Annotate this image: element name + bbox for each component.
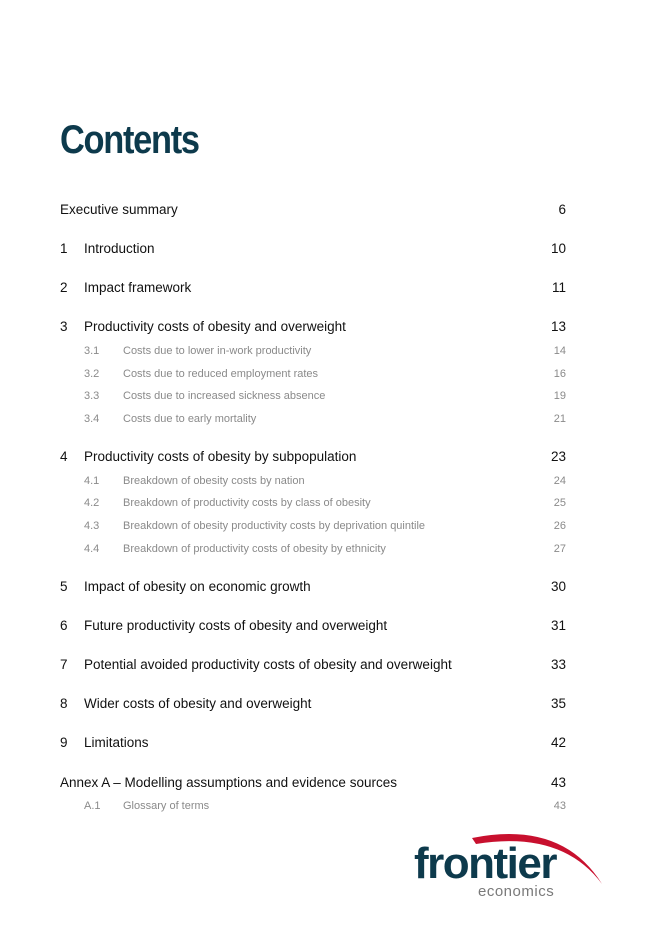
toc-subentry[interactable] xyxy=(60,345,566,365)
toc-entry-number: 8 xyxy=(60,696,68,711)
toc-subentry-page: 43 xyxy=(553,800,566,812)
toc-entry-page: 11 xyxy=(551,280,566,295)
page-title: Contents xyxy=(60,118,199,162)
toc-entry-label: Wider costs of obesity and overweight xyxy=(84,696,312,711)
toc-subentry-page: 19 xyxy=(553,390,566,402)
toc-subentry-label: Breakdown of obesity productivity costs by deprivation quintile xyxy=(123,520,426,532)
toc-subentry-label: Breakdown of productivity costs by class of obesity xyxy=(123,497,371,509)
toc-entry[interactable] xyxy=(60,775,566,795)
toc-entry-page: 35 xyxy=(550,696,566,711)
toc-entry-label: Introduction xyxy=(84,241,155,256)
toc-entry-number: 3 xyxy=(60,319,68,334)
toc-subentry-label: Costs due to reduced employment rates xyxy=(123,368,319,380)
toc-subentry-number: 3.2 xyxy=(84,368,100,380)
toc-entry[interactable] xyxy=(60,280,566,300)
toc-entry-number: 1 xyxy=(60,241,68,256)
toc-subentry-label: Breakdown of obesity costs by nation xyxy=(123,475,305,487)
toc-subentry-page: 26 xyxy=(553,520,566,532)
toc-subentry[interactable] xyxy=(60,390,566,410)
toc-subentry-number: 4.2 xyxy=(84,497,100,509)
toc-subentry-page: 21 xyxy=(553,413,566,425)
toc-subentry-label: Breakdown of productivity costs of obesity by ethnicity xyxy=(123,543,386,555)
toc-subentry-page: 16 xyxy=(553,368,566,380)
toc-subentry-page: 25 xyxy=(553,497,566,509)
toc-entry-page: 31 xyxy=(550,618,566,633)
toc-subentry-number: 4.1 xyxy=(84,475,100,487)
toc-entry-number: 2 xyxy=(60,280,68,295)
toc-subentry-number: A.1 xyxy=(84,800,101,812)
toc-entry-label: Limitations xyxy=(84,735,149,750)
toc-entry[interactable] xyxy=(60,579,566,599)
toc-entry[interactable] xyxy=(60,319,566,339)
toc-subentry-page: 24 xyxy=(553,475,566,487)
toc-entry-page: 30 xyxy=(550,579,566,594)
toc-entry-page: 6 xyxy=(558,202,566,217)
toc-entry-number: 7 xyxy=(60,657,68,672)
toc-entry-number: 4 xyxy=(60,449,68,464)
toc-subentry-label: Costs due to increased sickness absence xyxy=(123,390,326,402)
toc-subentry[interactable] xyxy=(60,475,566,495)
toc-entry-page: 42 xyxy=(550,735,566,750)
logo-graphic xyxy=(412,826,604,902)
toc-entry-number: 6 xyxy=(60,618,68,633)
toc-subentry[interactable] xyxy=(60,368,566,388)
toc-subentry[interactable] xyxy=(60,497,566,517)
frontier-economics-logo xyxy=(412,826,604,902)
toc-entry-label: Productivity costs of obesity and overweight xyxy=(84,319,346,334)
toc-entry-number: 5 xyxy=(60,579,68,594)
toc-entry-page: 10 xyxy=(550,241,566,256)
toc-entry[interactable] xyxy=(60,618,566,638)
toc-subentry-label: Costs due to lower in-work productivity xyxy=(123,345,312,357)
toc-entry-page: 43 xyxy=(550,775,566,790)
toc-subentry[interactable] xyxy=(60,543,566,563)
toc-subentry-page: 14 xyxy=(553,345,566,357)
toc-subentry-number: 4.3 xyxy=(84,520,100,532)
toc-subentry[interactable] xyxy=(60,800,566,820)
toc-entry-label: Annex A – Modelling assumptions and evidence sources xyxy=(60,775,397,790)
logo-wordmark: frontier xyxy=(414,839,556,888)
toc-entry-label: Impact of obesity on economic growth xyxy=(84,579,311,594)
toc-entry[interactable] xyxy=(60,449,566,469)
toc-entry-page: 23 xyxy=(550,449,566,464)
toc-entry[interactable] xyxy=(60,696,566,716)
toc-entry-label: Executive summary xyxy=(60,202,178,217)
toc-subentry-number: 3.4 xyxy=(84,413,100,425)
toc-subentry-label: Costs due to early mortality xyxy=(123,413,257,425)
toc-entry-label: Impact framework xyxy=(84,280,192,295)
toc-subentry-label: Glossary of terms xyxy=(123,800,210,812)
toc-subentry[interactable] xyxy=(60,413,566,433)
toc-subentry-number: 3.1 xyxy=(84,345,100,357)
toc-entry-label: Future productivity costs of obesity and overweight xyxy=(84,618,388,633)
toc-subentry-number: 3.3 xyxy=(84,390,100,402)
toc-subentry[interactable] xyxy=(60,520,566,540)
toc-entry[interactable] xyxy=(60,241,566,261)
toc-entry[interactable] xyxy=(60,202,566,222)
toc-entry-label: Productivity costs of obesity by subpopulation xyxy=(84,449,357,464)
logo-tagline: economics xyxy=(478,883,555,900)
toc-entry-page: 33 xyxy=(550,657,566,672)
toc-subentry-number: 4.4 xyxy=(84,543,100,555)
toc-entry[interactable] xyxy=(60,735,566,755)
toc-entry-page: 13 xyxy=(550,319,566,334)
toc-entry-number: 9 xyxy=(60,735,68,750)
toc-entry-label: Potential avoided productivity costs of obesity and overweight xyxy=(84,657,452,672)
toc-subentry-page: 27 xyxy=(553,543,566,555)
toc-entry[interactable] xyxy=(60,657,566,677)
